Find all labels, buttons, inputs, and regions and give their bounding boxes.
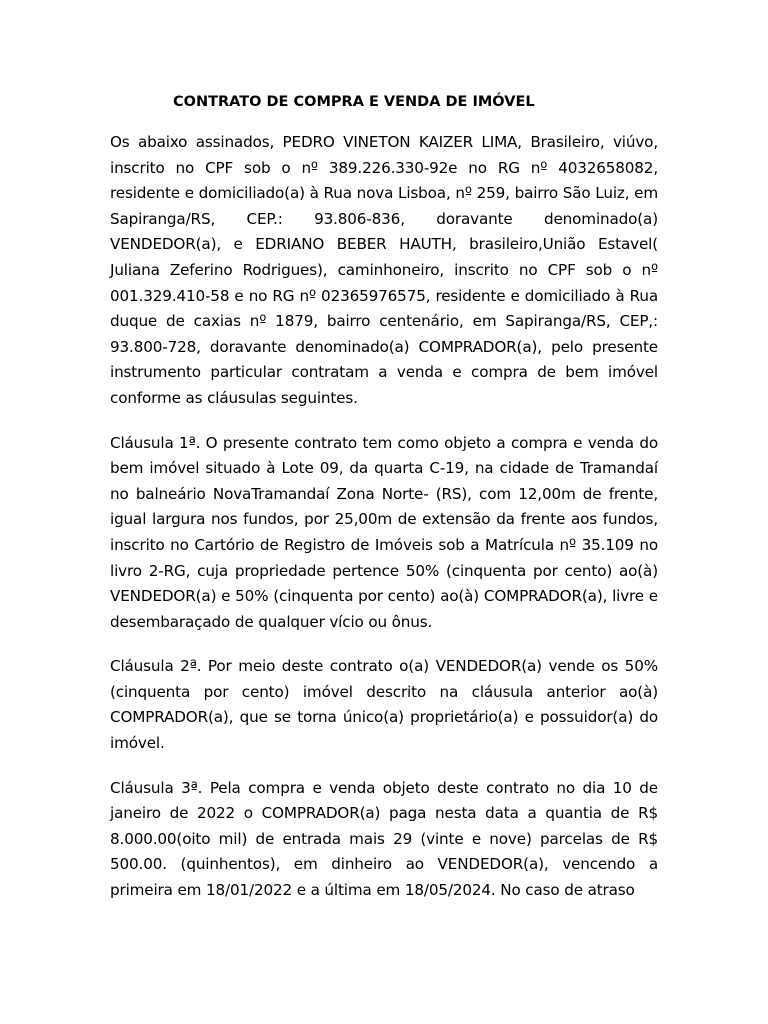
document-page — [110, 92, 658, 923]
document-title: CONTRATO DE COMPRA E VENDA DE IMÓVEL — [173, 94, 535, 110]
paragraph-clause-2: Cláusula 2ª. Por meio deste contrato o(a) VENDEDOR(a) vende os 50% (cinquenta por cento) imóvel descrito na cláusula anterior ao(à) COMPRADOR(a), que se torna único(a) proprietário(a) e possuidor(a) do imóvel. — [110, 657, 658, 753]
paragraph-clause-3: Cláusula 3ª. Pela compra e venda objeto deste contrato no dia 10 de janeiro de 2022 o COMPRADOR(a) paga nesta data a quantia de R$ 8.000.00(oito mil) de entrada mais 29 (vinte e nove) parcelas de R$ 500.00. (quinhentos), em dinheiro ao VENDEDOR(a), vencendo a primeira em 18/01/2022 e a última em 18/05/2024. No caso de atraso — [110, 778, 658, 900]
paragraph-clause-1: Cláusula 1ª. O presente contrato tem como objeto a compra e venda do bem imóvel situado à Lote 09, da quarta C-19, na cidade de Tramandaí no balneário NovaTramandaí Zona Norte- (RS), com 12,00m de frente, igual largura nos fundos, por 25,00m de extensão da frente aos fundos, inscrito no Cartório de Registro de Imóveis sob a Matrícula nº 35.109 no livro 2-RG, cuja propriedade pertence 50% (cinquenta por cento) ao(à) VENDEDOR(a) e 50% (cinquenta por cento) ao(à) COMPRADOR(a), livre e desembaraçado de qualquer vício ou ônus. — [110, 433, 658, 631]
paragraph-parties: Os abaixo assinados, PEDRO VINETON KAIZER LIMA, Brasileiro, viúvo, inscrito no CPF sob o nº 389.226.330-92e no RG nº 4032658082, residente e domiciliado(a) à Rua nova Lisboa, nº 259, bairro São Luiz, em Sapiranga/RS, CEP.: 93.806-836, doravante denominado(a) VENDEDOR(a), e EDRIANO BEBER HAUTH, brasileiro,União Estavel( Juliana Zeferino Rodrigues), caminhoneiro, inscrito no CPF sob o nº 001.329.410-58 e no RG nº 02365976575, residente e domiciliado à Rua duque de caxias nº 1879, bairro centenário, em Sapiranga/RS, CEP,: 93.800-728, doravante denominado(a) COMPRADOR(a), pelo presente instrumento particular contratam a venda e compra de bem imóvel conforme as cláusulas seguintes. — [110, 133, 658, 407]
